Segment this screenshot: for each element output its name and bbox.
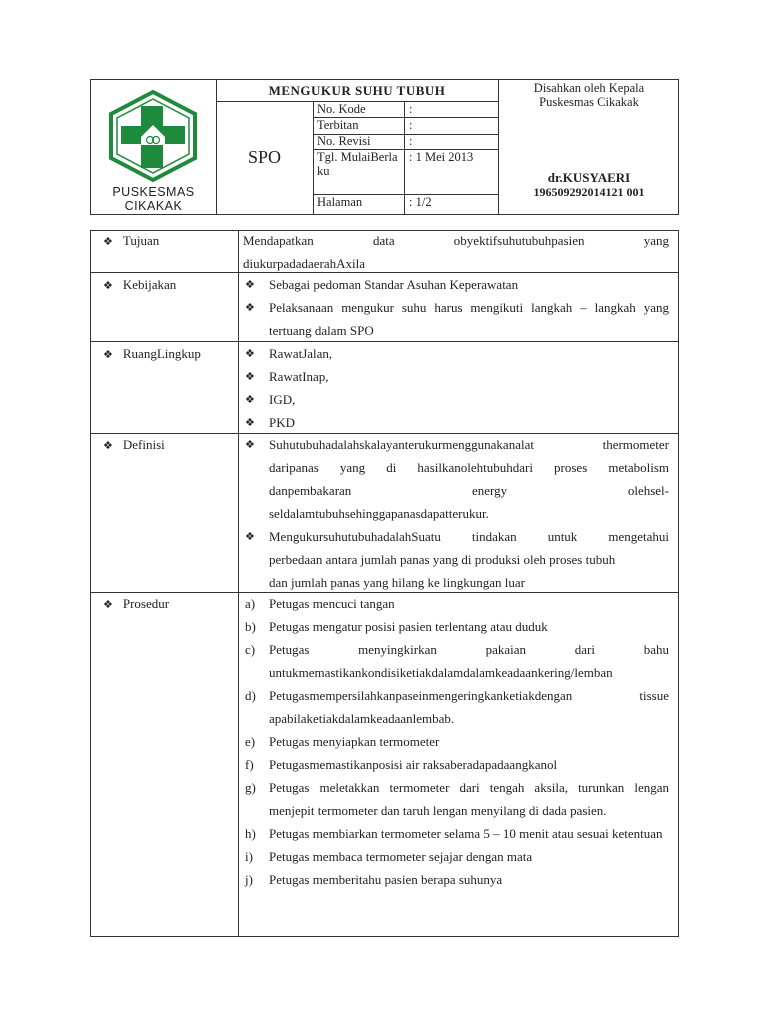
signer-id: 196509292014121 001: [533, 185, 645, 199]
list-item: h) Petugas membiarkan termometer selama 5 – 10 menit atau sesuai ketentuan: [245, 826, 663, 841]
puskesmas-logo: [107, 90, 199, 182]
tujuan-line1: Mendapatkan data obyektifsuhutubuhpasien yang: [243, 233, 669, 248]
field-tgl-label: Tgl. MulaiBerlaku: [317, 150, 398, 178]
list-item: c) Petugas menyingkirkan pakaian dari bahu untukmemastikankondisiketiakdalamdalamkeadaankering/lemban: [245, 642, 669, 680]
header-table: [90, 79, 679, 215]
field-no-revisi-value: :: [409, 134, 413, 148]
list-item: ❖ PKD: [243, 411, 669, 434]
field-no-kode-value: :: [409, 102, 413, 116]
diamond-bullet-icon: ❖: [245, 278, 255, 291]
list-item: ❖ MengukursuhutubuhadalahSuatu tindakan untuk mengetahui perbedaan antara jumlah panas yang di produksi oleh proses tubuh dan jumlah panas yang hilang ke lingkungan luar: [243, 525, 669, 594]
list-item: b) Petugas mengatur posisi pasien terlentang atau duduk: [245, 619, 548, 634]
field-no-revisi-label: No. Revisi: [317, 134, 371, 148]
row-label-prosedur: ❖ Prosedur: [103, 596, 170, 611]
org-name-line2: CIKAKAK: [124, 199, 183, 213]
diamond-bullet-icon: ❖: [245, 438, 255, 451]
row-label-kebijakan: ❖ Kebijakan: [103, 277, 177, 292]
diamond-bullet-icon: ❖: [103, 279, 113, 292]
field-halaman-value: : 1/2: [409, 195, 432, 209]
signer-name: dr.KUSYAERI: [547, 170, 631, 185]
tujuan-content: [243, 229, 669, 275]
list-item: ❖ Sebagai pedoman Standar Asuhan Keperawatan: [243, 273, 669, 296]
procedure-table: [90, 230, 679, 937]
list-item: ❖ Pelaksanaan mengukur suhu harus mengikuti langkah – langkah yang tertuang dalam SPO: [243, 296, 669, 342]
list-item: i) Petugas membaca termometer sejajar dengan mata: [245, 849, 533, 864]
field-halaman-label: Halaman: [317, 195, 363, 209]
diamond-bullet-icon: ❖: [245, 370, 255, 383]
approval-line2: Puskesmas Cikakak: [539, 95, 639, 109]
diamond-bullet-icon: ❖: [245, 416, 255, 429]
row-label-tujuan: ❖ Tujuan: [103, 233, 160, 248]
list-item: j) Petugas memberitahu pasien berapa suhunya: [245, 872, 503, 887]
list-item: ❖ Suhutubuhadalahskalayanterukurmenggunakanalat thermometer daripanas yang di hasilkanolehtubuhdari proses metabolism danpembakaran energy olehsel- seldalamtubuhsehinggapanasdapatterukur.: [243, 433, 669, 525]
prosedur-content: [243, 592, 669, 891]
list-item: ❖ RawatInap,: [243, 365, 669, 388]
tujuan-line2: diukurpadadaerahAxila: [243, 256, 366, 271]
diamond-bullet-icon: ❖: [245, 347, 255, 360]
list-item: ❖ RawatJalan,: [243, 342, 669, 365]
field-terbitan-value: :: [409, 118, 413, 132]
diamond-bullet-icon: ❖: [103, 348, 113, 361]
kebijakan-content: [243, 273, 669, 342]
list-item: d) Petugasmempersilahkanpaseinmengeringkanketiakdengan tissue apabilaketiakdalamkeadaanlembab.: [245, 688, 669, 726]
approval-line1: Disahkan oleh Kepala: [533, 81, 645, 95]
list-item: a) Petugas mencuci tangan: [245, 596, 395, 611]
list-item: ❖ IGD,: [243, 388, 669, 411]
list-item: f) Petugasmemastikanposisi air raksaberadapadaangkanol: [245, 757, 558, 772]
spo-label: SPO: [247, 147, 282, 167]
field-terbitan-label: Terbitan: [317, 118, 359, 132]
diamond-bullet-icon: ❖: [245, 301, 255, 314]
diamond-bullet-icon: ❖: [245, 530, 255, 543]
field-tgl-value: : 1 Mei 2013: [409, 150, 474, 164]
diamond-bullet-icon: ❖: [103, 598, 113, 611]
list-item: g) Petugas meletakkan termometer dari tengah aksila, turunkan lengan menjepit termometer dan taruh lengan menyilang di dada pasien.: [245, 780, 669, 818]
row-label-ruang-lingkup: ❖ RuangLingkup: [103, 346, 201, 361]
field-no-kode-label: No. Kode: [317, 102, 366, 116]
row-label-definisi: ❖ Definisi: [103, 437, 165, 452]
diamond-bullet-icon: ❖: [103, 235, 113, 248]
definisi-content: [243, 433, 669, 594]
document-title: MENGUKUR SUHU TUBUH: [268, 83, 446, 98]
diamond-bullet-icon: ❖: [103, 439, 113, 452]
diamond-bullet-icon: ❖: [245, 393, 255, 406]
ruang-lingkup-content: [243, 342, 669, 434]
list-item: e) Petugas menyiapkan termometer: [245, 734, 440, 749]
org-name-line1: PUSKESMAS: [112, 185, 195, 199]
